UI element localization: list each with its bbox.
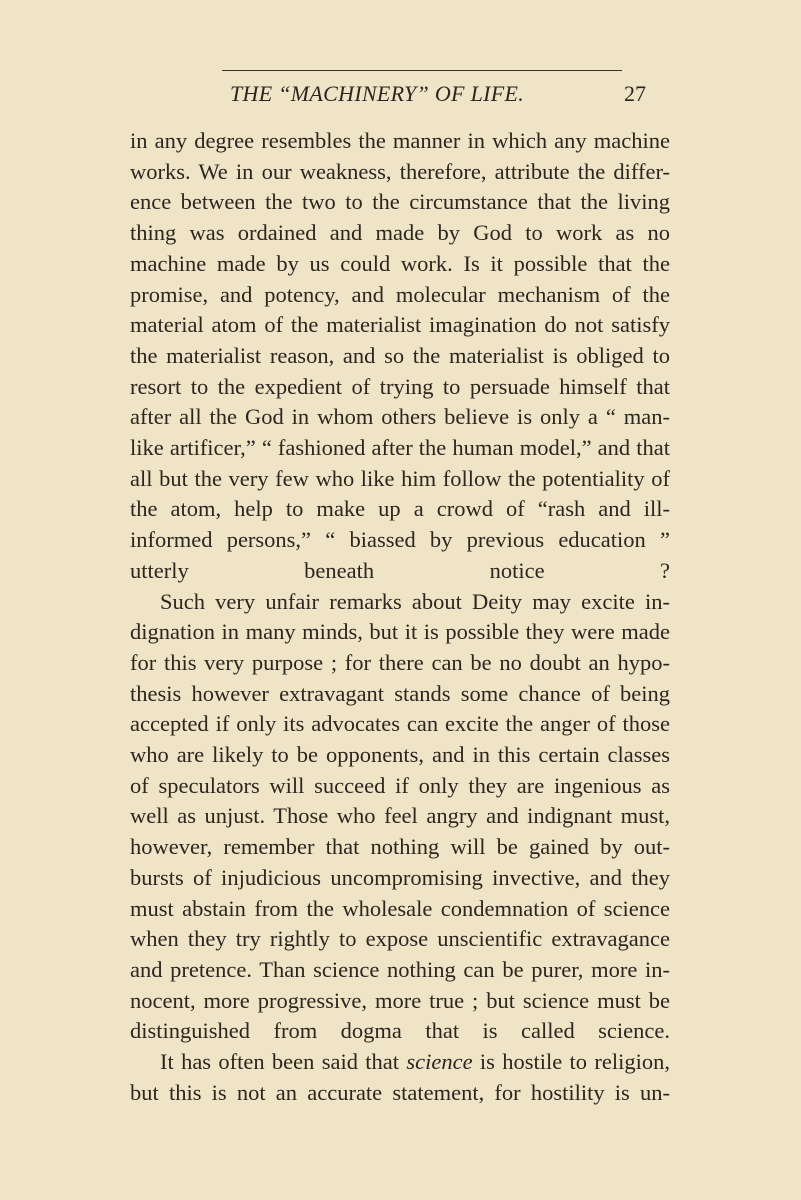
paragraph-3 [130,1047,670,1108]
running-header [212,78,652,110]
running-title: THE “MACHINERY” OF LIFE. [230,81,525,106]
body-text [130,126,670,1109]
paragraph-1: in any degree resembles the manner in which any machine works. We in our weakness, therefore, attribute the differ-ence between the two to the circumstance that the living thing was ordained and made by God to work as no machine made by us could work. Is it possible that the promise, and potency, and molecular mechanism of the material atom of the materialist imagination do not satisfy the materialist reason, and so the materialist is obliged to resort to the expedient of trying to persuade himself that after all the God in whom others believe is only a “ man-like artificer,” “ fashioned after the human model,” and that all but the very few who like him follow the potentiality of the atom, help to make up a crowd of “rash and ill-informed persons,” “ biassed by previous education ” utterly beneath notice ? [130,128,670,583]
header-rule [222,70,622,71]
emphasis-science: science [406,1049,473,1075]
paragraph-3-end: is hostile to religion, but this is not an accurate statement, for hostility is un- [130,1049,670,1105]
page-number: 27 [624,81,646,106]
paragraph-2: Such very unfair remarks about Deity may excite in-dignation in many minds, but it is possible they were made for this very purpose ; for there can be no doubt an hypo-thesis however extravagant stands some chance of being accepted if only its advocates can excite the anger of those who are likely to be opponents, and in this certain classes of speculators will succeed if only they are ingenious as well as unjust. Those who feel angry and indignant must, however, remember that nothing will be gained by out-bursts of injudicious uncompromising invective, and they must abstain from the wholesale condemnation of science when they try rightly to expose unscientific extravagance and pretence. Than science nothing can be purer, more in-nocent, more progressive, more true ; but science must be distinguished from dogma that is called science. [130,588,670,1044]
paragraph-3-start: It has often been said that [160,1049,407,1075]
